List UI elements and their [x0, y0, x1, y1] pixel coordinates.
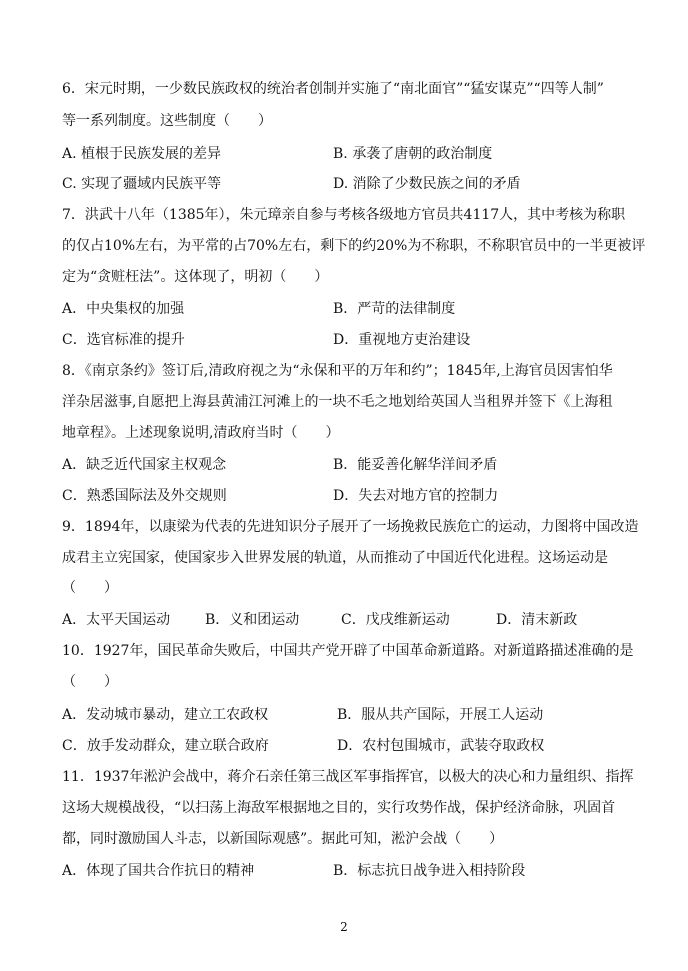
question-10-option-b: B．服从共产国际，开展工人运动	[337, 707, 544, 723]
question-8-option-d: D．失去对地方官的控制力	[333, 488, 499, 504]
question-9-line-2: 成君主立宪国家，使国家步入世界发展的轨道，从而推动了中国近代化进程。这场运动是	[62, 550, 608, 566]
question-7-option-c: C．选官标准的提升	[62, 332, 185, 348]
question-11-option-a: A．体现了国共合作抗日的精神	[62, 863, 255, 879]
question-10-line-2: （ ）	[62, 674, 118, 690]
question-9-line-1: 9．1894年，以康梁为代表的先进知识分子展开了一场挽救民族危亡的运动，力图将中国改造	[62, 519, 639, 535]
question-10-option-c: C．放手发动群众，建立联合政府	[62, 738, 269, 754]
question-10-option-a: A．发动城市暴动，建立工农政权	[62, 707, 269, 723]
question-11-option-b: B．标志抗日战争进入相持阶段	[333, 863, 526, 879]
question-6-option-d: D. 消除了少数民族之间的矛盾	[333, 176, 521, 192]
question-9-option-b: B．义和团运动	[205, 612, 300, 628]
question-8-option-b: B．能妥善化解华洋间矛盾	[333, 457, 498, 473]
question-6-option-b: B. 承袭了唐朝的政治制度	[333, 146, 493, 162]
question-10-option-d: D．农村包围城市，武装夺取政权	[337, 738, 545, 754]
question-7-option-b: B．严苛的法律制度	[333, 301, 456, 317]
question-6-line-2: 等一系列制度。这些制度（ ）	[62, 113, 272, 129]
question-7-line-3: 定为“贪赃枉法”。这体现了，明初（ ）	[62, 269, 329, 285]
question-8-line-2: 洋杂居滋事,自愿把上海县黄浦江河滩上的一块不毛之地划给英国人当租界并签下《上海租	[62, 394, 613, 410]
page-number: 2	[340, 920, 348, 934]
question-6-option-a: A. 植根于民族发展的差异	[62, 146, 222, 162]
question-11-line-1: 11．1937年淞沪会战中，蒋介石亲任第三战区军事指挥官，以极大的决心和力量组织、指挥	[62, 769, 634, 785]
question-10-line-1: 10．1927年，国民革命失败后，中国共产党开辟了中国革命新道路。对新道路描述准确的是	[62, 643, 634, 659]
question-11-line-3: 都，同时激励国人斗志，以新国际观感”。据此可知，淞沪会战（ ）	[62, 831, 504, 847]
question-6-option-c: C. 实现了疆域内民族平等	[62, 176, 222, 192]
question-8-line-1: 8．《南京条约》签订后,清政府视之为“永保和平的万年和约”；1845年,上海官员因害怕华	[62, 363, 613, 379]
question-9-option-c: C．戊戌维新运动	[341, 612, 450, 628]
question-9-line-3: （ ）	[62, 580, 118, 596]
question-7-line-2: 的仅占10%左右，为平常的占70%左右，剩下的约20%为不称职，不称职官员中的一半更被评	[62, 238, 646, 254]
question-7-option-a: A．中央集权的加强	[62, 301, 185, 317]
question-7-line-1: 7．洪武十八年（1385年），朱元璋亲自参与考核各级地方官员共4117人，其中考核为称职	[62, 207, 626, 223]
question-8-line-3: 地章程》。上述现象说明,清政府当时（ ）	[62, 425, 340, 441]
question-11-line-2: 这场大规模战役，“以扫荡上海敌军根据地之目的，实行攻势作战，保护经济命脉，巩固首	[62, 800, 616, 816]
question-8-option-c: C．熟悉国际法及外交规则	[62, 488, 227, 504]
question-9-option-a: A．太平天国运动	[62, 612, 171, 628]
question-6-line-1: 6．宋元时期，一少数民族政权的统治者创制并实施了“南北面官”“猛安谋克”“四等人制”	[62, 81, 604, 97]
question-8-option-a: A．缺乏近代国家主权观念	[62, 457, 227, 473]
question-7-option-d: D．重视地方吏治建设	[333, 332, 471, 348]
question-9-option-d: D．清末新政	[496, 612, 578, 628]
